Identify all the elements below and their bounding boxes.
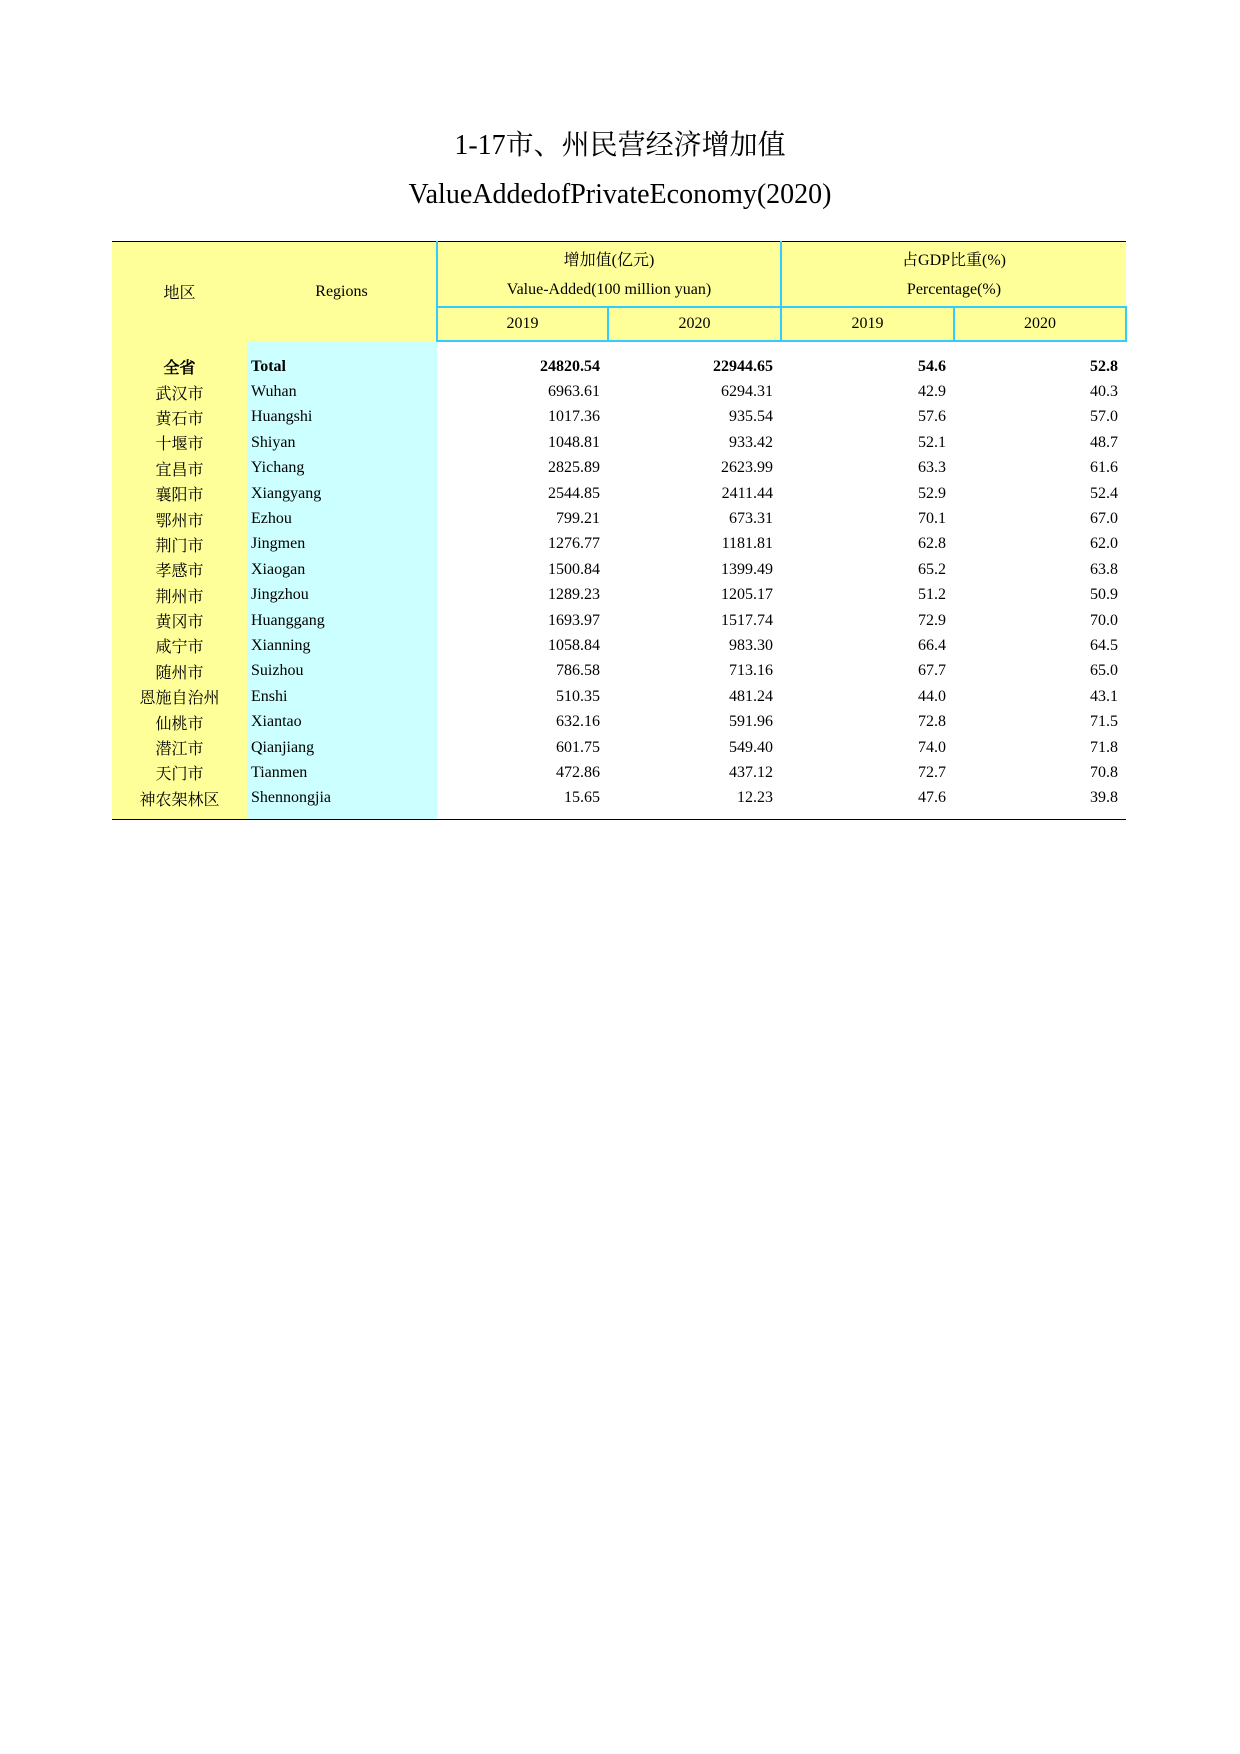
region-name-en: Xiangyang (247, 481, 437, 506)
region-name-cn: 黄冈市 (112, 608, 247, 633)
percentage-2019: 52.1 (918, 433, 947, 451)
value-added-2019: 1500.84 (548, 560, 600, 578)
percentage-2020: 52.8 (1090, 357, 1119, 375)
percentage-2020: 57.0 (1090, 408, 1119, 426)
percentage-2020: 52.4 (1090, 484, 1119, 502)
region-name-cn: 孝感市 (112, 557, 247, 582)
value-added-2020: 1399.49 (721, 560, 774, 578)
percentage-2019: 67.7 (918, 662, 947, 680)
region-name-cn: 恩施自治州 (112, 684, 247, 709)
value-added-2020: 481.24 (729, 687, 774, 705)
value-added-2020: 1517.74 (721, 611, 774, 629)
percentage-2019: 54.6 (918, 357, 947, 375)
value-added-2020: 6294.31 (721, 383, 774, 401)
table-row (112, 760, 1126, 785)
table-row (112, 608, 1126, 633)
value-added-2020: 437.12 (729, 763, 774, 781)
percentage-2020: 48.7 (1090, 433, 1119, 451)
page-title-cn: 1-17市、州民营经济增加值 (454, 130, 786, 161)
percentage-2019: 70.1 (918, 510, 947, 528)
data-table-container (112, 241, 1126, 820)
value-added-2020: 2411.44 (721, 484, 774, 502)
value-added-2019: 24820.54 (540, 357, 600, 375)
region-name-en: Huanggang (247, 608, 437, 633)
header-value-added-en: Value-Added(100 million yuan) (437, 274, 781, 307)
value-added-2019: 510.35 (556, 687, 600, 705)
percentage-2019: 63.3 (918, 459, 947, 477)
percentage-2020: 50.9 (1090, 586, 1119, 604)
percentage-2020: 70.8 (1090, 763, 1119, 781)
header-year-pct-2020: 2020 (954, 307, 1126, 341)
region-name-en: Suizhou (247, 659, 437, 684)
percentage-2019: 72.8 (918, 713, 947, 731)
region-name-en: Ezhou (247, 506, 437, 531)
value-added-2020: 12.23 (737, 789, 774, 807)
value-added-2020: 22944.65 (713, 357, 774, 375)
table-row (112, 430, 1126, 455)
region-name-en: Xiaogan (247, 557, 437, 582)
percentage-2020: 71.8 (1090, 738, 1119, 756)
table-row (112, 633, 1126, 658)
table-row (112, 506, 1126, 531)
percentage-2020: 39.8 (1090, 789, 1119, 807)
region-name-cn: 宜昌市 (112, 456, 247, 481)
percentage-2020: 71.5 (1090, 713, 1119, 731)
table-spacer-row (112, 341, 1126, 354)
region-name-en: Jingmen (247, 532, 437, 557)
region-name-en: Qianjiang (247, 735, 437, 760)
value-added-2019: 1058.84 (548, 636, 600, 654)
percentage-2020: 65.0 (1090, 662, 1119, 680)
percentage-2019: 57.6 (918, 408, 947, 426)
header-region-cn: 地区 (112, 242, 247, 342)
percentage-2019: 42.9 (918, 383, 947, 401)
region-name-cn: 全省 (112, 354, 247, 379)
value-added-2019: 2825.89 (548, 459, 600, 477)
percentage-2020: 63.8 (1090, 560, 1119, 578)
region-name-en: Tianmen (247, 760, 437, 785)
region-name-en: Huangshi (247, 405, 437, 430)
region-name-cn: 潜江市 (112, 735, 247, 760)
table-row (112, 379, 1126, 404)
value-added-2020: 591.96 (729, 713, 774, 731)
region-name-cn: 十堰市 (112, 430, 247, 455)
region-name-cn: 黄石市 (112, 405, 247, 430)
percentage-2020: 70.0 (1090, 611, 1119, 629)
table-row (112, 709, 1126, 734)
percentage-2020: 61.6 (1090, 459, 1119, 477)
region-name-cn: 荆门市 (112, 532, 247, 557)
table-row (112, 532, 1126, 557)
value-added-2019: 601.75 (556, 738, 600, 756)
region-name-cn: 武汉市 (112, 379, 247, 404)
percentage-2019: 72.9 (918, 611, 947, 629)
table-row (112, 735, 1126, 760)
header-percentage-cn: 占GDP比重(%) (781, 242, 1126, 275)
value-added-2020: 935.54 (729, 408, 774, 426)
value-added-2019: 1017.36 (548, 408, 600, 426)
table-header (112, 242, 1126, 342)
region-name-en: Jingzhou (247, 583, 437, 608)
region-name-cn: 襄阳市 (112, 481, 247, 506)
value-added-2019: 786.58 (556, 662, 600, 680)
value-added-2020: 673.31 (729, 510, 774, 528)
percentage-2019: 44.0 (918, 687, 947, 705)
region-name-cn: 随州市 (112, 659, 247, 684)
region-name-en: Shiyan (247, 430, 437, 455)
value-added-2020: 2623.99 (721, 459, 774, 477)
region-name-cn: 鄂州市 (112, 506, 247, 531)
percentage-2019: 51.2 (918, 586, 947, 604)
header-year-va-2020: 2020 (608, 307, 781, 341)
value-added-2019: 2544.85 (548, 484, 600, 502)
region-name-en: Yichang (247, 456, 437, 481)
value-added-2019: 1276.77 (548, 535, 600, 553)
region-name-en: Wuhan (247, 379, 437, 404)
value-added-2019: 472.86 (556, 763, 600, 781)
value-added-2019: 632.16 (556, 713, 600, 731)
percentage-2020: 43.1 (1090, 687, 1119, 705)
region-name-en: Total (247, 354, 437, 379)
table-row (112, 481, 1126, 506)
table-row (112, 405, 1126, 430)
value-added-2019: 1289.23 (548, 586, 600, 604)
region-name-cn: 咸宁市 (112, 633, 247, 658)
percentage-2019: 52.9 (918, 484, 947, 502)
region-name-cn: 仙桃市 (112, 709, 247, 734)
table-row (112, 786, 1126, 811)
value-added-2019: 6963.61 (548, 383, 600, 401)
table-bottom-pad-row (112, 811, 1126, 820)
percentage-2019: 74.0 (918, 738, 947, 756)
header-value-added-cn: 增加值(亿元) (437, 242, 781, 275)
table-body (112, 341, 1126, 820)
region-name-cn: 天门市 (112, 760, 247, 785)
percentage-2020: 62.0 (1090, 535, 1119, 553)
table-row (112, 583, 1126, 608)
header-percentage-en: Percentage(%) (781, 274, 1126, 307)
region-name-en: Shennongjia (247, 786, 437, 811)
percentage-2020: 67.0 (1090, 510, 1119, 528)
value-added-2020: 549.40 (729, 738, 774, 756)
value-added-2020: 933.42 (729, 433, 774, 451)
value-added-2020: 713.16 (729, 662, 774, 680)
percentage-2019: 65.2 (918, 560, 947, 578)
table-row-total (112, 354, 1126, 379)
table-row (112, 684, 1126, 709)
value-added-2019: 1048.81 (548, 433, 600, 451)
region-name-cn: 荆州市 (112, 583, 247, 608)
region-name-en: Xiantao (247, 709, 437, 734)
table-row (112, 557, 1126, 582)
value-added-2019: 799.21 (556, 510, 600, 528)
region-name-en: Xianning (247, 633, 437, 658)
private-economy-table (112, 241, 1127, 820)
percentage-2019: 47.6 (918, 789, 947, 807)
table-row (112, 659, 1126, 684)
header-year-va-2019: 2019 (437, 307, 608, 341)
region-name-en: Enshi (247, 684, 437, 709)
value-added-2020: 1181.81 (721, 535, 774, 553)
page-title-en: ValueAddedofPrivateEconomy(2020) (408, 179, 832, 210)
percentage-2020: 64.5 (1090, 636, 1119, 654)
value-added-2020: 983.30 (729, 636, 774, 654)
value-added-2019: 15.65 (564, 789, 600, 807)
percentage-2019: 66.4 (918, 636, 947, 654)
percentage-2020: 40.3 (1090, 383, 1119, 401)
header-region-en: Regions (247, 242, 437, 342)
value-added-2019: 1693.97 (548, 611, 600, 629)
percentage-2019: 72.7 (918, 763, 947, 781)
percentage-2019: 62.8 (918, 535, 947, 553)
table-row (112, 456, 1126, 481)
region-name-cn: 神农架林区 (112, 786, 247, 811)
header-year-pct-2019: 2019 (781, 307, 954, 341)
value-added-2020: 1205.17 (721, 586, 774, 604)
